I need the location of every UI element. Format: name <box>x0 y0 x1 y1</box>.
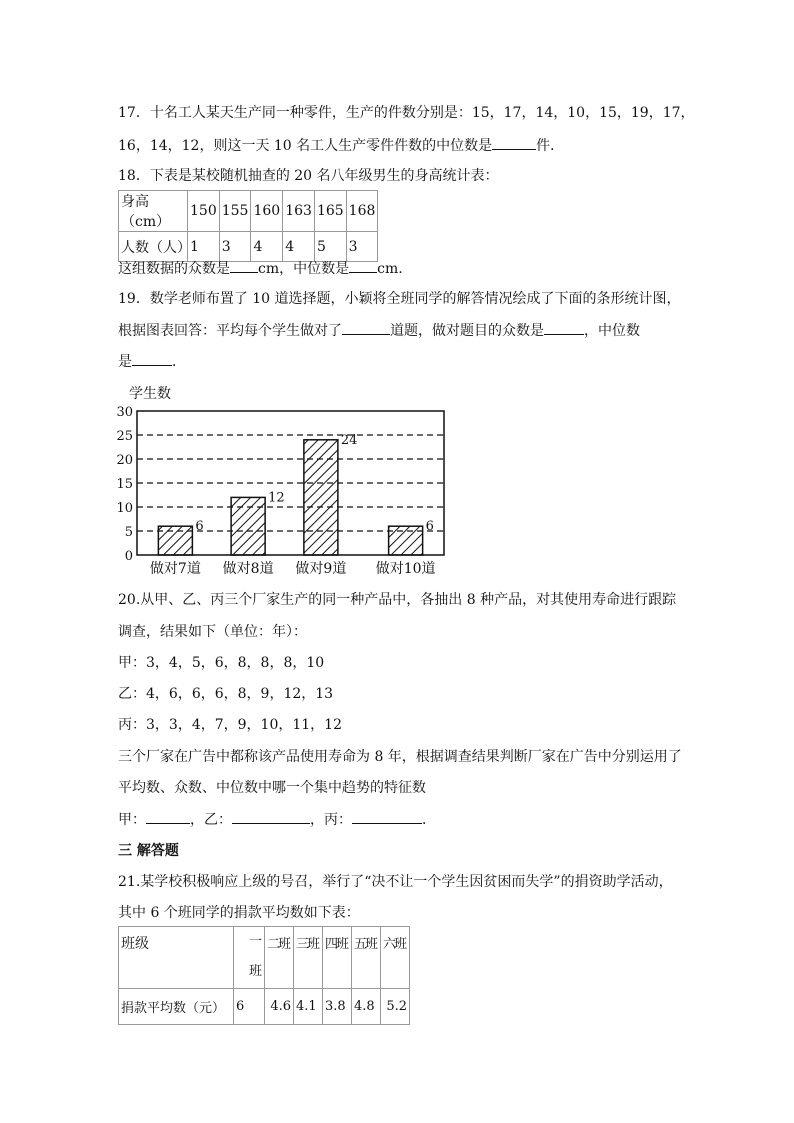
count-cell: 4 <box>251 232 283 262</box>
q17-text-b: 件． <box>536 138 565 154</box>
q20-label-bing: ，丙： <box>310 812 352 828</box>
count-cell: 3 <box>346 232 378 262</box>
q19-line1: 19．数学老师布置了 10 道选择题，小颖将全班同学的解答情况绘成了下面的条形统计图， <box>118 291 681 307</box>
q18-answer-line <box>118 258 403 279</box>
q18-text-b: cm，中位数是 <box>258 261 350 277</box>
donation-cell: 5.2 <box>381 989 410 1025</box>
q17-answer-blank[interactable] <box>492 135 536 150</box>
class-row-label: 班级 <box>119 927 234 989</box>
q20-label-jia: 甲： <box>118 812 146 828</box>
q18-text-a: 这组数据的众数是 <box>118 261 230 277</box>
q20-bing-blank[interactable] <box>352 809 422 824</box>
y-tick-label: 10 <box>116 501 133 516</box>
donation-row <box>119 989 410 1025</box>
y-tick-label: 5 <box>124 525 133 540</box>
height-row-label: 身高（cm） <box>119 191 188 232</box>
height-table <box>118 190 378 262</box>
y-tick-label: 15 <box>116 477 133 492</box>
donation-table <box>118 926 410 1025</box>
count-row <box>119 232 378 262</box>
chart-title: 学生数 <box>129 386 171 402</box>
q18-median-blank[interactable] <box>349 258 377 273</box>
x-tick-label: 做对10道 <box>375 561 436 577</box>
q20-line7: 平均数、众数、中位数中哪一个集中趋势的特征数 <box>118 780 426 796</box>
bar-value-label: 6 <box>425 519 434 535</box>
y-tick-label: 0 <box>124 549 133 564</box>
q20-yi-blank[interactable] <box>232 809 310 824</box>
q20-line1: 20.从甲、乙、丙三个厂家生产的同一种产品中，各抽出 8 种产品，对其使用寿命进行跟踪 <box>118 592 677 608</box>
q19-line2 <box>118 320 640 341</box>
x-tick-label: 做对7道 <box>149 561 201 577</box>
bar <box>231 497 265 555</box>
bar-value-label: 6 <box>195 519 204 535</box>
y-tick-label: 20 <box>116 453 133 468</box>
donation-cell: 4.1 <box>294 989 323 1025</box>
height-cell: 160 <box>251 191 283 232</box>
bar-chart <box>112 378 452 580</box>
donation-cell: 4.8 <box>352 989 381 1025</box>
height-cell: 165 <box>314 191 346 232</box>
height-cell: 163 <box>283 191 315 232</box>
q20-jia: 甲：3，4，5，6，8，8，8，10 <box>118 655 325 671</box>
class-cell: 二班 <box>265 927 294 989</box>
q18-intro: 18．下表是某校随机抽查的 20 名八年级男生的身高统计表： <box>118 168 499 184</box>
q19-text-d: 是 <box>118 354 132 370</box>
section-title: 三 解答题 <box>118 843 179 859</box>
donation-cell: 4.6 <box>265 989 294 1025</box>
q20-label-yi: ，乙： <box>190 812 232 828</box>
q20-line6: 三个厂家在广告中都称该产品使用寿命为 8 年，根据调查结果判断厂家在广告中分别运用了 <box>118 749 682 765</box>
y-tick-label: 30 <box>116 405 133 420</box>
q19-text-b: 道题，做对题目的众数是 <box>390 323 544 339</box>
q17-line2 <box>118 135 564 156</box>
q20-jia-blank[interactable] <box>146 809 190 824</box>
count-row-label: 人数（人） <box>119 232 188 262</box>
q20-answer-line <box>118 809 436 830</box>
height-cell: 155 <box>219 191 251 232</box>
q20-yi: 乙：4，6，6，6，8，9，12，13 <box>118 686 334 702</box>
q19-mode-blank[interactable] <box>544 320 584 335</box>
q18-mode-blank[interactable] <box>230 258 258 273</box>
q17-line1: 17．十名工人某天生产同一种零件，生产的件数分别是：15，17，14，10，15，19，17， <box>118 105 695 121</box>
q21-line2: 其中 6 个班同学的捐款平均数如下表： <box>118 905 360 921</box>
count-cell: 5 <box>314 232 346 262</box>
count-cell: 1 <box>188 232 220 262</box>
q18-text-c: cm. <box>377 261 403 277</box>
q17-text-a: 16，14，12，则这一天 10 名工人生产零件件数的中位数是 <box>118 138 493 154</box>
bar-value-label: 24 <box>340 432 358 448</box>
q20-bing: 丙：3，3，4，7，9，10，11，12 <box>118 717 342 733</box>
bar <box>389 526 423 555</box>
bar <box>158 526 192 555</box>
q19-text-a: 根据图表回答：平均每个学生做对了 <box>118 323 342 339</box>
donation-row-label: 捐款平均数（元） <box>119 989 234 1025</box>
q19-median-blank[interactable] <box>132 351 172 366</box>
class-cell: 一班 <box>234 927 265 989</box>
height-cell: 168 <box>346 191 378 232</box>
q19-text-e: ． <box>172 354 186 370</box>
q20-line2: 调查，结果如下（单位：年）： <box>118 624 307 640</box>
q19-text-c: ，中位数 <box>584 323 640 339</box>
donation-cell: 6 <box>234 989 265 1025</box>
class-row <box>119 927 410 989</box>
q20-end: ． <box>422 812 436 828</box>
class-cell: 五班 <box>352 927 381 989</box>
count-cell: 3 <box>219 232 251 262</box>
height-row <box>119 191 378 232</box>
class-cell: 三班 <box>294 927 323 989</box>
count-cell: 4 <box>283 232 315 262</box>
y-tick-label: 25 <box>116 429 133 444</box>
q21-line1: 21.某学校积极响应上级的号召，举行了“决不让一个学生因贫困而失学”的捐资助学活动， <box>118 874 673 890</box>
height-cell: 150 <box>188 191 220 232</box>
bar-value-label: 12 <box>268 490 285 506</box>
q19-avg-blank[interactable] <box>342 320 390 335</box>
donation-cell: 3.8 <box>323 989 352 1025</box>
x-tick-label: 做对9道 <box>295 561 347 577</box>
bar <box>304 440 338 555</box>
class-cell: 六班 <box>381 927 410 989</box>
x-tick-label: 做对8道 <box>222 561 274 577</box>
class-cell: 四班 <box>323 927 352 989</box>
q19-line3 <box>118 351 186 372</box>
